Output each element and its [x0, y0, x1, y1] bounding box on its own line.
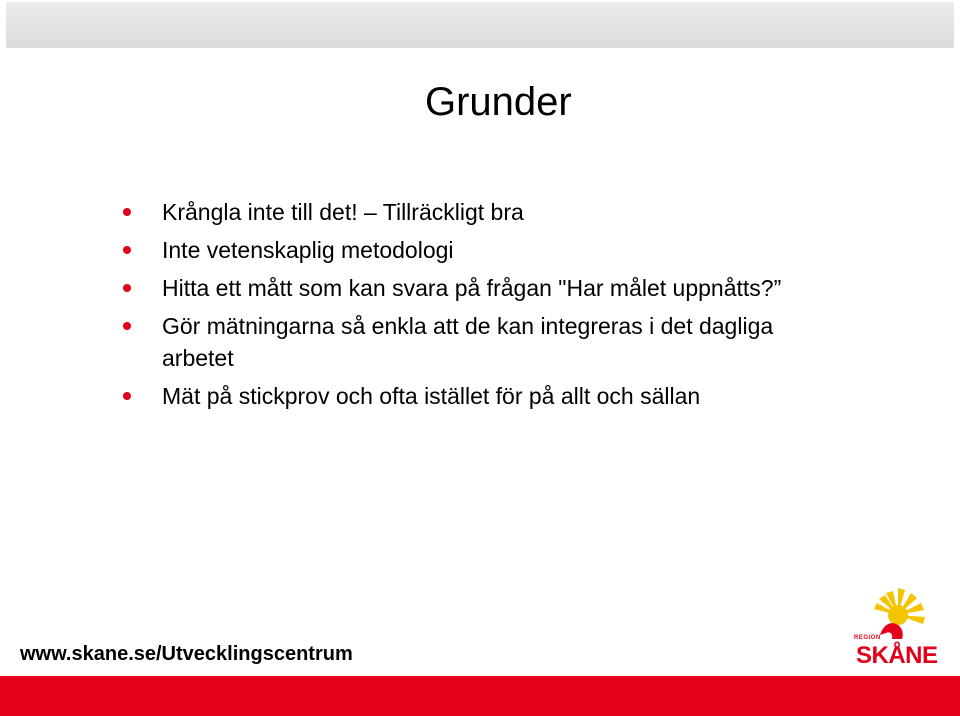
bullet-text: Hitta ett mått som kan svara på frågan "Har målet uppnåtts?”	[162, 275, 782, 301]
bullet-dot-icon	[123, 208, 131, 216]
bullet-dot-icon	[123, 246, 131, 254]
footer-url: www.skane.se/Utvecklingscentrum	[20, 643, 353, 665]
slide-title: Grunder	[425, 80, 572, 124]
bullet-dot-icon	[123, 392, 131, 400]
bullet-item	[122, 234, 822, 266]
griffin-sun-icon	[846, 585, 946, 641]
region-skane-logo	[846, 585, 946, 671]
bullet-item	[122, 196, 822, 228]
bullet-text: Gör mätningarna så enkla att de kan integreras i det dagliga arbetet	[162, 313, 774, 371]
logo-region-text: REGION	[854, 635, 881, 641]
bullet-dot-icon	[123, 284, 131, 292]
bottom-red-bar	[0, 676, 960, 716]
bullet-text: Krångla inte till det! – Tillräckligt bra	[162, 199, 524, 225]
top-header-bar	[6, 2, 954, 48]
bullet-list	[122, 196, 822, 418]
bullet-item	[122, 310, 822, 374]
bullet-item	[122, 272, 822, 304]
bullet-text: Inte vetenskaplig metodologi	[162, 237, 454, 263]
bullet-item	[122, 380, 822, 412]
logo-skane-text: SKÅNE	[856, 642, 938, 669]
bullet-dot-icon	[123, 322, 131, 330]
bullet-text: Mät på stickprov och ofta istället för på allt och sällan	[162, 383, 701, 409]
